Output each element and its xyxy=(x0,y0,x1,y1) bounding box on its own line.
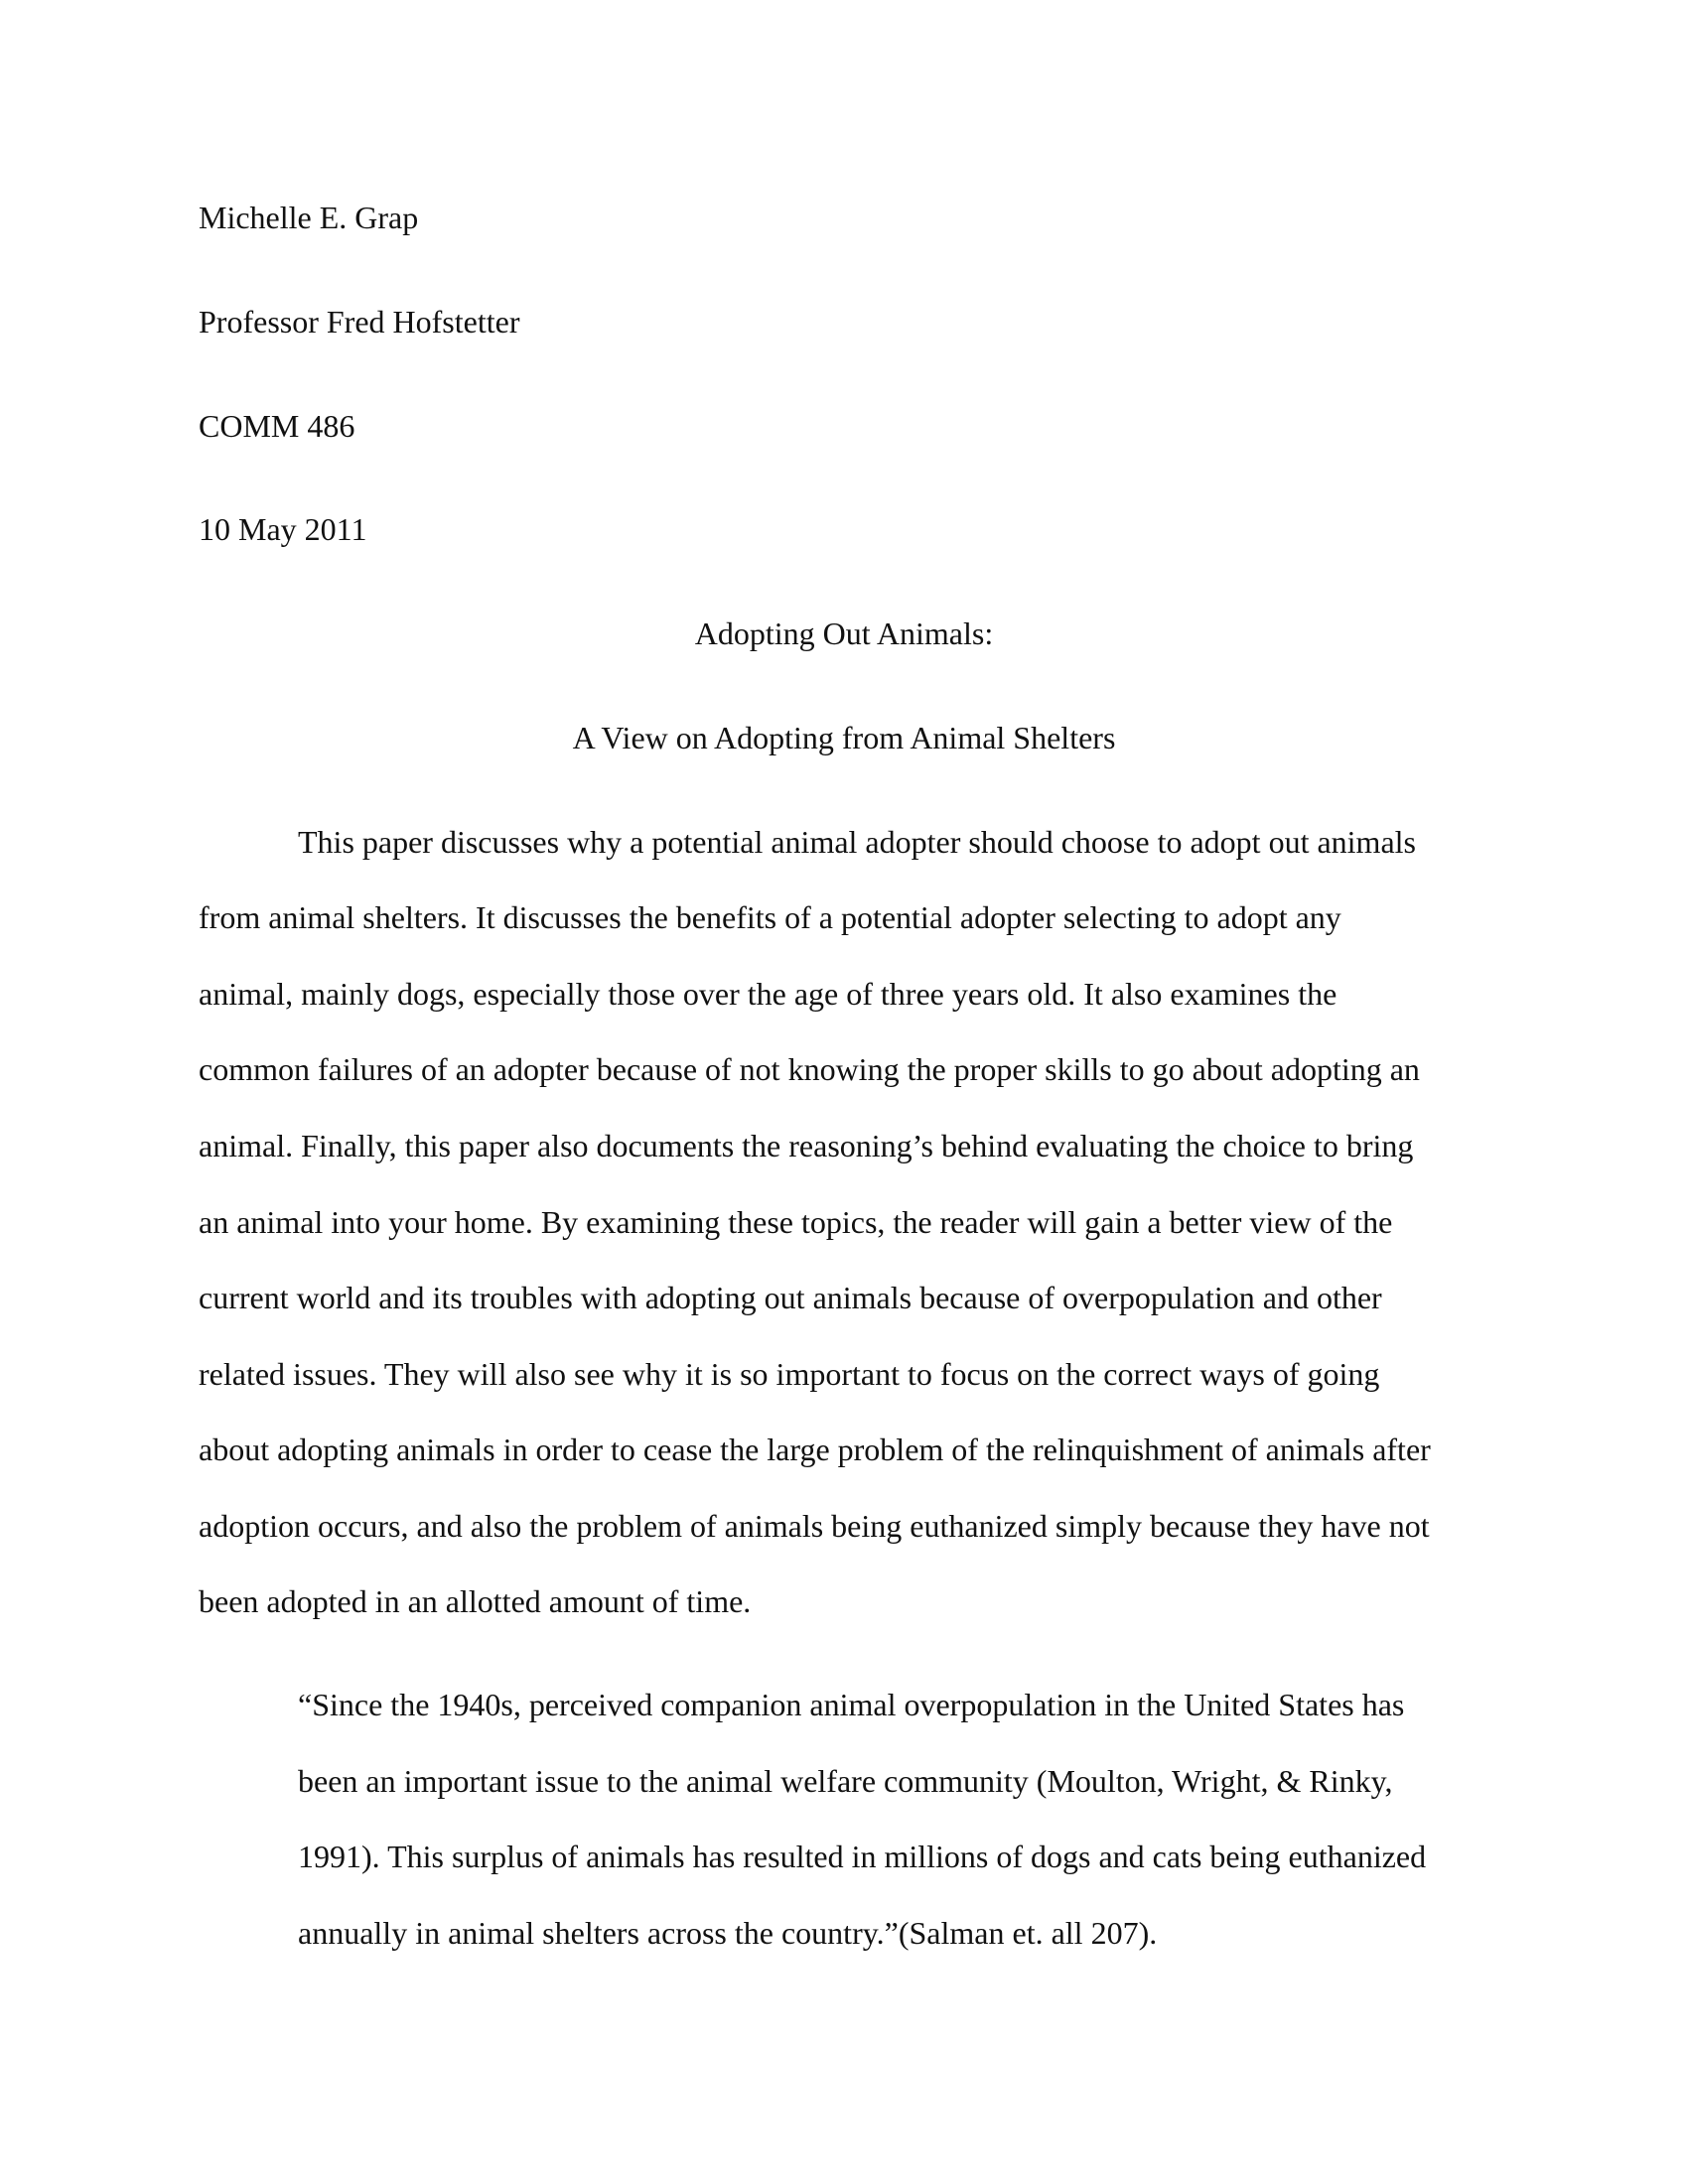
paragraph-line: about adopting animals in order to cease the large problem of the relinquishment of animals after xyxy=(199,1432,1431,1467)
paragraph-line: been adopted in an allotted amount of time. xyxy=(199,1583,752,1619)
paragraph-line: adoption occurs, and also the problem of animals being euthanized simply because they have not xyxy=(199,1508,1430,1544)
paragraph-line: common failures of an adopter because of not knowing the proper skills to go about adopting an xyxy=(199,1051,1420,1087)
paragraph-line: related issues. They will also see why it is so important to focus on the correct ways of going xyxy=(199,1356,1380,1392)
quote-line: 1991). This surplus of animals has resulted in millions of dogs and cats being euthanized xyxy=(298,1839,1427,1874)
quote-line: annually in animal shelters across the country.”(Salman et. all 207). xyxy=(298,1915,1158,1951)
quote-line: been an important issue to the animal welfare community (Moulton, Wright, & Rinky, xyxy=(298,1763,1393,1799)
paragraph-line: current world and its troubles with adopting out animals because of overpopulation and other xyxy=(199,1280,1382,1315)
author-name: Michelle E. Grap xyxy=(199,200,419,235)
professor-name: Professor Fred Hofstetter xyxy=(199,304,520,340)
paper-subtitle: A View on Adopting from Animal Shelters xyxy=(572,720,1116,755)
course-code: COMM 486 xyxy=(199,408,355,444)
paragraph-line: animal. Finally, this paper also documents the reasoning’s behind evaluating the choice to bring xyxy=(199,1128,1414,1163)
paper-title: Adopting Out Animals: xyxy=(694,615,994,651)
paragraph-line: an animal into your home. By examining these topics, the reader will gain a better view of the xyxy=(199,1204,1393,1240)
quote-line: “Since the 1940s, perceived companion animal overpopulation in the United States has xyxy=(298,1687,1405,1722)
paragraph-line: from animal shelters. It discusses the benefits of a potential adopter selecting to adopt any xyxy=(199,899,1341,935)
submission-date: 10 May 2011 xyxy=(199,511,367,547)
paragraph-line: animal, mainly dogs, especially those over the age of three years old. It also examines the xyxy=(199,976,1337,1012)
paragraph-line: This paper discusses why a potential animal adopter should choose to adopt out animals xyxy=(298,824,1416,860)
